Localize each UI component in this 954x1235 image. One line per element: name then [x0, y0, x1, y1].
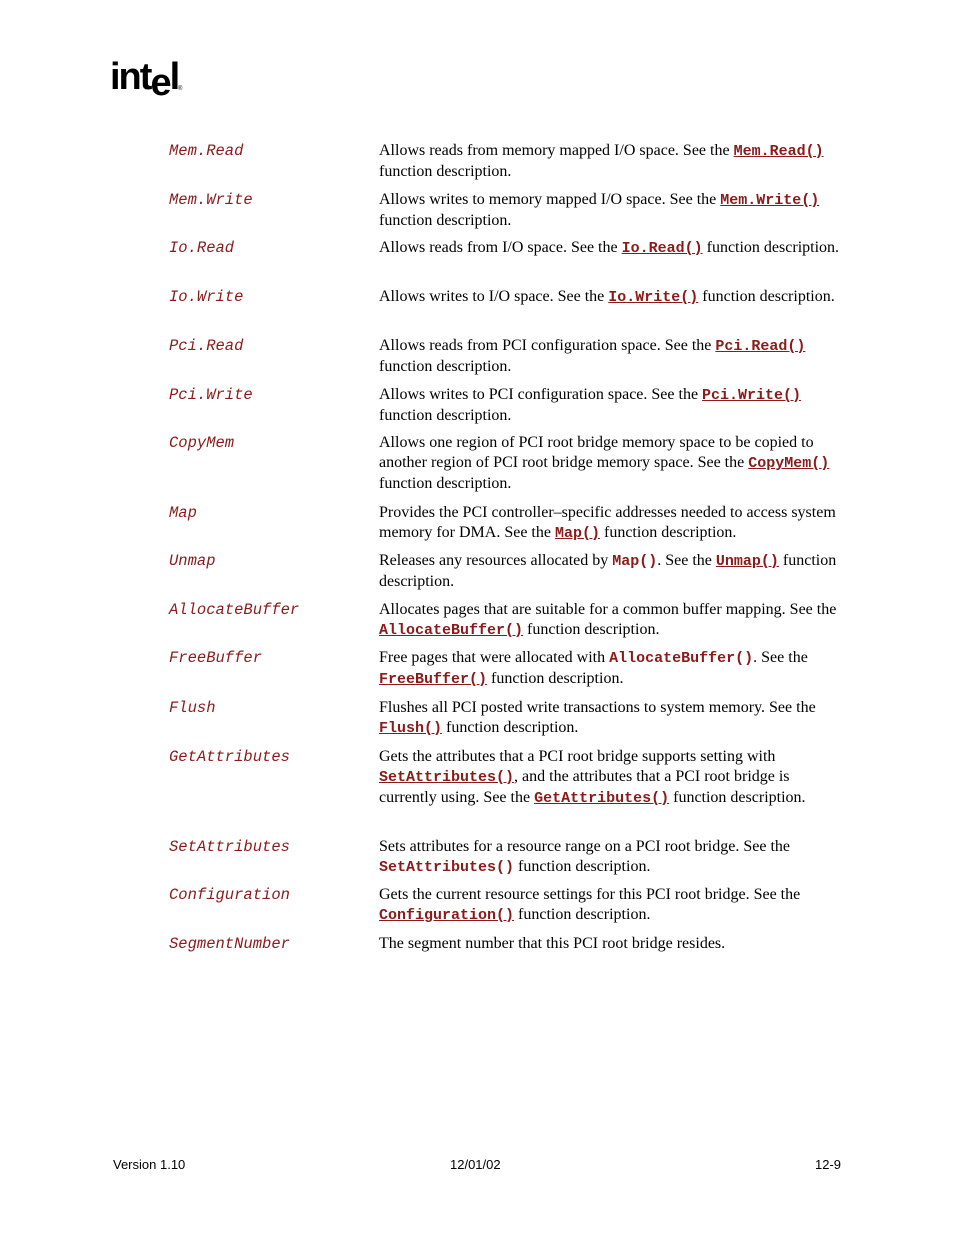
- member-description: [379, 385, 841, 426]
- description-text: function description.: [599, 524, 737, 541]
- member-description: [379, 141, 841, 182]
- member-name: Mem.Read: [169, 142, 244, 160]
- member-name: Pci.Read: [169, 337, 244, 355]
- member-description: [379, 551, 841, 592]
- member-name: Io.Write: [169, 288, 244, 306]
- member-name: Mem.Write: [169, 191, 253, 209]
- description-text: Sets attributes for a resource range on a PCI root bridge. See the: [379, 838, 790, 855]
- member-name: Map: [169, 504, 197, 522]
- function-link[interactable]: AllocateBuffer(): [379, 622, 524, 639]
- member-name: CopyMem: [169, 434, 235, 452]
- function-ref: SetAttributes(): [379, 859, 515, 876]
- member-description: [379, 433, 841, 494]
- description-text: function description.: [698, 288, 835, 305]
- function-link[interactable]: Io.Read(): [621, 240, 703, 257]
- description-text: function description.: [379, 163, 512, 180]
- description-text: function description.: [669, 789, 806, 806]
- footer-page-number: 12-9: [815, 1157, 842, 1172]
- member-name: Pci.Write: [169, 386, 253, 404]
- description-text: Allocates pages that are suitable for a common buffer mapping. See the: [379, 601, 837, 618]
- member-description: [379, 287, 841, 308]
- description-text: , and the attributes that a PCI root bridge is currently using. See the: [379, 768, 790, 806]
- member-name: FreeBuffer: [169, 649, 263, 667]
- member-description: [379, 698, 841, 739]
- member-description: [379, 336, 841, 377]
- function-link[interactable]: Unmap(): [715, 553, 779, 570]
- member-description: [379, 648, 841, 690]
- member-description: [379, 600, 841, 641]
- description-text: Free pages that were allocated with: [379, 649, 610, 666]
- member-description: [379, 190, 841, 231]
- description-text: . See the: [753, 649, 808, 666]
- member-description: [379, 934, 841, 954]
- description-text: Gets the attributes that a PCI root bridge supports setting with: [379, 748, 776, 765]
- function-link[interactable]: Map(): [554, 525, 600, 542]
- description-text: Allows one region of PCI root bridge memory space to be copied to another region of PCI root bridge memory space. See the: [379, 434, 814, 471]
- description-text: function description.: [379, 358, 512, 375]
- description-text: Allows reads from I/O space. See the: [379, 239, 622, 256]
- intel-logo: intel ®: [110, 56, 183, 104]
- description-text: function description.: [514, 858, 651, 875]
- description-text: Releases any resources allocated by: [379, 552, 613, 569]
- function-link[interactable]: Flush(): [379, 720, 443, 737]
- member-name: Unmap: [169, 552, 216, 570]
- member-name: GetAttributes: [169, 748, 290, 766]
- member-name: Flush: [169, 699, 216, 717]
- footer-version: Version 1.10: [113, 1157, 186, 1172]
- member-description: [379, 503, 841, 544]
- description-text: function description.: [514, 906, 651, 923]
- function-link[interactable]: Pci.Read(): [715, 338, 806, 355]
- description-text: Flushes all PCI posted write transactions to system memory. See the: [379, 699, 816, 716]
- function-link[interactable]: Mem.Read(): [733, 143, 824, 160]
- function-link[interactable]: Configuration(): [379, 907, 515, 924]
- function-link[interactable]: GetAttributes(): [534, 790, 670, 807]
- member-description: [379, 238, 841, 259]
- description-text: Allows writes to I/O space. See the: [379, 288, 609, 305]
- function-ref: Map(): [612, 553, 658, 570]
- description-text: Allows writes to memory mapped I/O space. See the: [379, 191, 721, 208]
- function-link[interactable]: Io.Write(): [608, 289, 699, 306]
- member-description: [379, 747, 841, 809]
- footer-date: 12/01/02: [450, 1157, 501, 1172]
- description-text: The segment number that this PCI root bridge resides.: [379, 935, 726, 952]
- function-link[interactable]: Pci.Write(): [702, 387, 802, 404]
- member-name: Io.Read: [169, 239, 235, 257]
- description-text: Allows reads from PCI configuration space. See the: [379, 337, 716, 354]
- function-link[interactable]: CopyMem(): [748, 455, 830, 472]
- description-text: function description.: [379, 552, 837, 590]
- description-text: function description.: [702, 239, 840, 256]
- function-link[interactable]: FreeBuffer(): [379, 671, 488, 688]
- description-text: function description.: [487, 670, 624, 687]
- description-text: function description.: [379, 212, 512, 229]
- description-text: function description.: [442, 719, 579, 736]
- description-text: Allows writes to PCI configuration space. See the: [379, 386, 703, 403]
- description-text: Provides the PCI controller–specific addresses needed to access system memory for DMA. See the: [379, 504, 836, 541]
- member-name: SegmentNumber: [169, 935, 290, 953]
- description-text: function description.: [379, 475, 512, 492]
- member-description: [379, 885, 841, 926]
- description-text: function description.: [379, 407, 512, 424]
- member-description: [379, 837, 841, 878]
- description-text: Allows reads from memory mapped I/O space. See the: [379, 142, 734, 159]
- description-text: . See the: [657, 552, 716, 569]
- function-ref: AllocateBuffer(): [609, 650, 754, 667]
- function-link[interactable]: SetAttributes(): [379, 769, 515, 786]
- description-text: function description.: [523, 621, 660, 638]
- description-text: Gets the current resource settings for this PCI root bridge. See the: [379, 886, 801, 903]
- function-link[interactable]: Mem.Write(): [720, 192, 820, 209]
- member-name: SetAttributes: [169, 838, 290, 856]
- member-name: Configuration: [169, 886, 290, 904]
- member-name: AllocateBuffer: [169, 601, 300, 619]
